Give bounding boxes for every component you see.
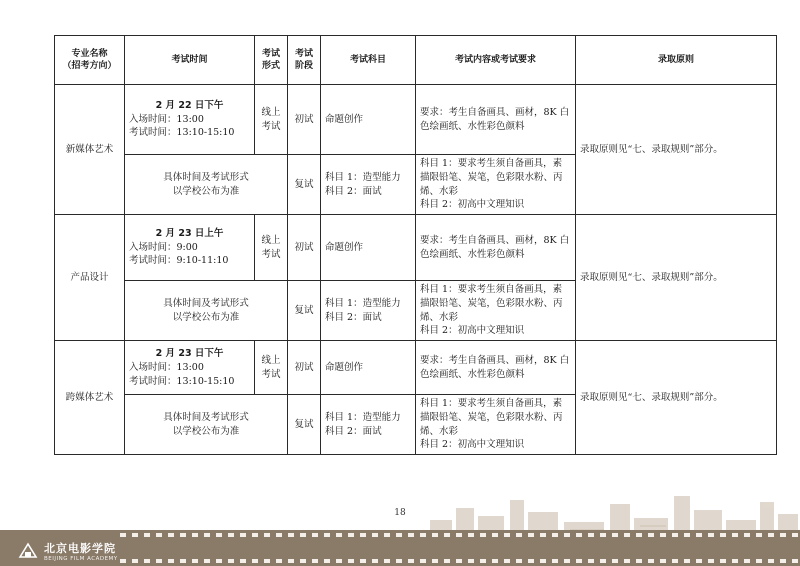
entry-time: 入场时间：13:00 xyxy=(129,361,204,373)
header-stage: 考试 阶段 xyxy=(288,36,321,85)
header-time: 考试时间 xyxy=(125,36,255,85)
exam-date: 2 月 23 日下午 xyxy=(155,347,224,359)
major-name: 新媒体艺术 xyxy=(55,85,125,215)
exam-schedule-table xyxy=(54,35,777,455)
exam-content: 科目 1：要求考生须自备画具，素描限铅笔、炭笔，色彩限水粉、丙烯、水彩 科目 2：初高中文理知识 xyxy=(416,395,576,455)
exam-time-cell xyxy=(125,341,255,395)
exam-stage: 初试 xyxy=(288,215,321,281)
exam-content: 科目 1：要求考生须自备画具，素描限铅笔、炭笔，色彩限水粉、丙烯、水彩 科目 2：初高中文理知识 xyxy=(416,281,576,341)
exam-stage: 复试 xyxy=(288,155,321,215)
exam-content: 要求：考生自备画具、画材，8K 白色绘画纸、水性彩色颜料 xyxy=(416,341,576,395)
exam-duration: 考试时间：9:10-11:10 xyxy=(129,255,229,267)
header-principle: 录取原则 xyxy=(576,36,777,85)
admission-principle: 录取原则见“七、录取规则”部分。 xyxy=(576,341,777,455)
exam-subject: 科目 1：造型能力 科目 2：面试 xyxy=(321,395,416,455)
table-row xyxy=(55,215,777,281)
film-perforations xyxy=(120,533,800,537)
final-time: 具体时间及考试形式 以学校公布为准 xyxy=(125,395,288,455)
exam-content: 要求：考生自备画具、画材，8K 白色绘画纸、水性彩色颜料 xyxy=(416,215,576,281)
admission-principle: 录取原则见“七、录取规则”部分。 xyxy=(576,215,777,341)
table-row xyxy=(55,341,777,395)
exam-stage: 初试 xyxy=(288,85,321,155)
exam-subject: 命题创作 xyxy=(321,215,416,281)
header-subject: 考试科目 xyxy=(321,36,416,85)
exam-time-cell xyxy=(125,85,255,155)
header-major: 专业名称 （招考方向） xyxy=(55,36,125,85)
admission-principle: 录取原则见“七、录取规则”部分。 xyxy=(576,85,777,215)
logo-english-name: BEIJING FILM ACADEMY xyxy=(44,556,118,562)
exam-form: 线上 考试 xyxy=(255,215,288,281)
exam-subject: 命题创作 xyxy=(321,85,416,155)
exam-duration: 考试时间：13:10-15:10 xyxy=(129,127,235,139)
page-footer xyxy=(0,528,800,566)
entry-time: 入场时间：13:00 xyxy=(129,113,204,125)
filmstrip-band xyxy=(0,530,800,566)
exam-form: 线上 考试 xyxy=(255,341,288,395)
major-name: 产品设计 xyxy=(55,215,125,341)
logo-chinese-name: 北京电影学院 xyxy=(44,542,116,555)
header-content: 考试内容或考试要求 xyxy=(416,36,576,85)
exam-subject: 命题创作 xyxy=(321,341,416,395)
final-time: 具体时间及考试形式 以学校公布为准 xyxy=(125,281,288,341)
final-time: 具体时间及考试形式 以学校公布为准 xyxy=(125,155,288,215)
film-perforations xyxy=(120,559,800,563)
exam-time-cell xyxy=(125,215,255,281)
exam-stage: 复试 xyxy=(288,281,321,341)
exam-content: 要求：考生自备画具、画材，8K 白色绘画纸、水性彩色颜料 xyxy=(416,85,576,155)
table-row xyxy=(55,85,777,155)
exam-subject: 科目 1：造型能力 科目 2：面试 xyxy=(321,155,416,215)
exam-date: 2 月 22 日下午 xyxy=(155,99,224,111)
academy-logo xyxy=(18,540,118,562)
exam-content: 科目 1：要求考生须自备画具，素描限铅笔、炭笔，色彩限水粉、丙烯、水彩 科目 2：初高中文理知识 xyxy=(416,155,576,215)
major-name: 跨媒体艺术 xyxy=(55,341,125,455)
exam-form: 线上 考试 xyxy=(255,85,288,155)
exam-subject: 科目 1：造型能力 科目 2：面试 xyxy=(321,281,416,341)
exam-stage: 复试 xyxy=(288,395,321,455)
exam-date: 2 月 23 日上午 xyxy=(155,227,224,239)
table-header-row xyxy=(55,36,777,85)
page-number: 18 xyxy=(394,508,406,518)
film-academy-emblem-icon xyxy=(18,541,38,561)
exam-duration: 考试时间：13:10-15:10 xyxy=(129,375,235,387)
header-form: 考试 形式 xyxy=(255,36,288,85)
entry-time: 入场时间：9:00 xyxy=(129,241,198,253)
exam-stage: 初试 xyxy=(288,341,321,395)
